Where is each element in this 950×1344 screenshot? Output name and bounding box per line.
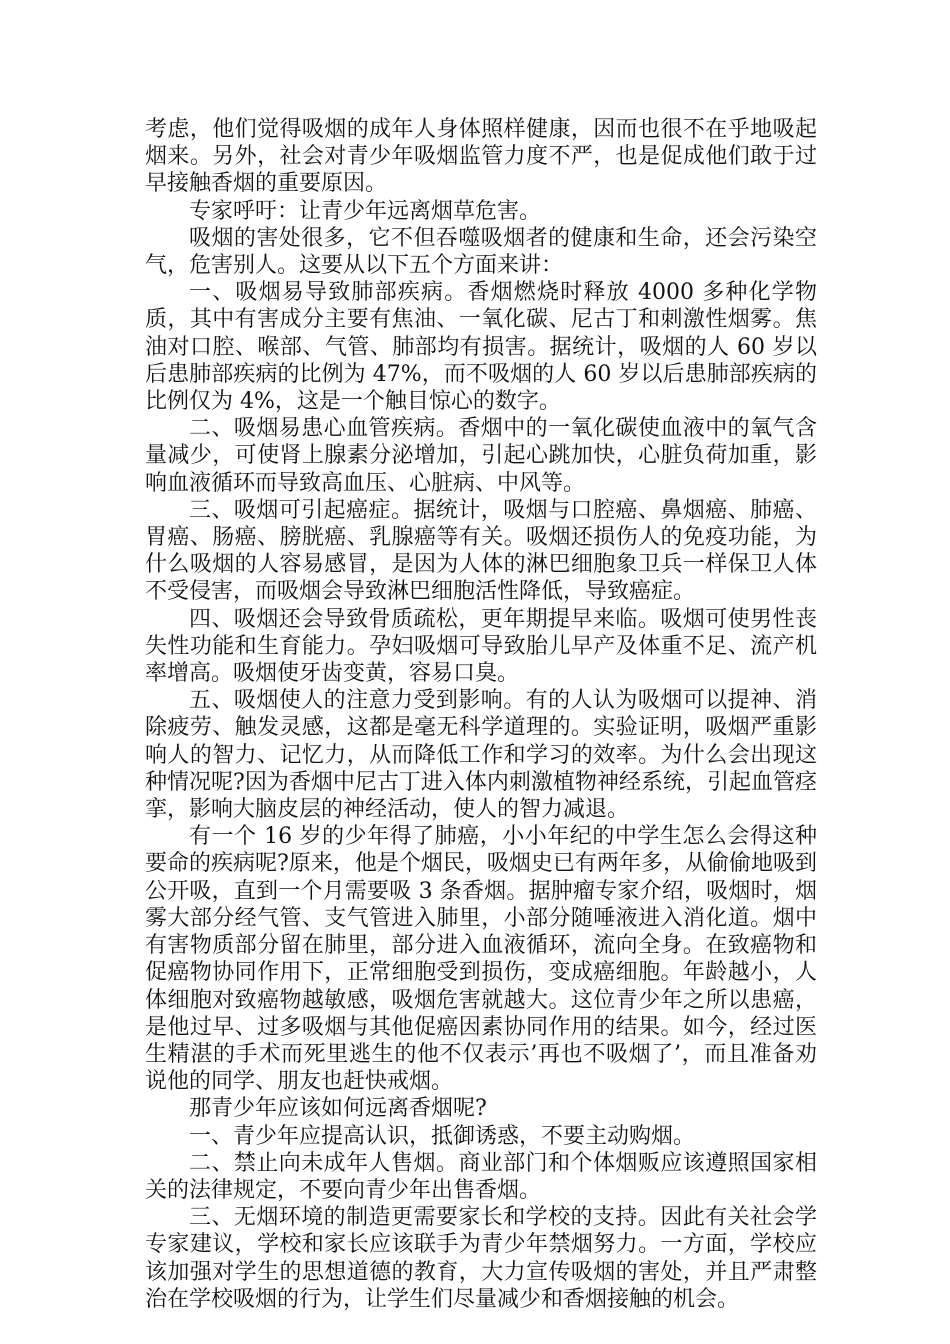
- paragraph-measure-sales-ban: 二、禁止向未成年人售烟。商业部门和个体烟贩应该遵照国家相关的法律规定，不要向青少年出售香烟。: [145, 1150, 817, 1203]
- paragraph-harm-attention: 五、吸烟使人的注意力受到影响。有的人认为吸烟可以提神、消除疲劳、触发灵感，这都是毫无科学道理的。实验证明，吸烟严重影响人的智力、记忆力，从而降低工作和学习的效率。为什么会出现这种情况呢?因为香烟中尼古丁进入体内刺激植物神经系统，引起血管痉挛，影响大脑皮层的神经活动，使人的智力减退。: [145, 688, 817, 823]
- paragraph-harms-intro: 吸烟的害处很多，它不但吞噬吸烟者的健康和生命，还会污染空气，危害别人。这要从以下五个方面来讲：: [145, 225, 817, 279]
- paragraph-expert-appeal: 专家呼吁：让青少年远离烟草危害。: [189, 198, 542, 224]
- paragraph-how-question: 那青少年应该如何远离香烟呢?: [189, 1096, 487, 1122]
- document-body: [145, 116, 817, 1313]
- paragraph-harm-lung: 一、吸烟易导致肺部疾病。香烟燃烧时释放 4000 多种化学物质，其中有害成分主要有焦油、一氧化碳、尼古丁和刺激性烟雾。焦油对口腔、喉部、气管、肺部均有损害。据统计，吸烟的人 60 岁以后患肺部疾病的比例为 47%，而不吸烟的人 60 岁以后患肺部疾病的比例仅为 4%，这是一个触目惊心的数字。: [145, 280, 817, 415]
- paragraph-continuation: 考虑，他们觉得吸烟的成年人身体照样健康，因而也很不在乎地吸起烟来。另外，社会对青少年吸烟监管力度不严，也是促成他们敢于过早接触香烟的重要原因。: [145, 117, 817, 197]
- paragraph-measure-awareness: 一、青少年应提高认识，抵御诱惑，不要主动购烟。: [189, 1123, 696, 1149]
- paragraph-case-story: 有一个 16 岁的少年得了肺癌，小小年纪的中学生怎么会得这种要命的疾病呢?原来，他是个烟民，吸烟史已有两年多，从偷偷地吸到公开吸，直到一个月需要吸 3 条香烟。据肿瘤专家介绍，吸烟时，烟雾大部分经气管、支气管进入肺里，小部分随唾液进入消化道。烟中有害物质部分留在肺里，部分进入血液循环，流向全身。在致癌物和促癌物协同作用下，正常细胞受到损伤，变成癌细胞。年龄越小，人体细胞对致癌物越敏感，吸烟危害就越大。这位青少年之所以患癌，是他过早、过多吸烟与其他促癌因素协同作用的结果。如今，经过医生精湛的手术而死里逃生的他不仅表示’再也不吸烟了’，而且准备劝说他的同学、朋友也赶快戒烟。: [145, 824, 817, 1095]
- paragraph-harm-cancer: 三、吸烟可引起癌症。据统计，吸烟与口腔癌、鼻烟癌、肺癌、胃癌、肠癌、膀胱癌、乳腺癌等有关。吸烟还损伤人的免疫功能，为什么吸烟的人容易感冒，是因为人体的淋巴细胞象卫兵一样保卫人体不受侵害，而吸烟会导致淋巴细胞活性降低，导致癌症。: [145, 497, 817, 605]
- paragraph-harm-cardiovascular: 二、吸烟易患心血管疾病。香烟中的一氧化碳使血液中的氧气含量减少，可使肾上腺素分泌增加，引起心跳加快，心脏负荷加重，影响血液循环而导致高血压、心脏病、中风等。: [145, 416, 817, 496]
- paragraph-harm-bone: 四、吸烟还会导致骨质疏松，更年期提早来临。吸烟可使男性丧失性功能和生育能力。孕妇吸烟可导致胎儿早产及体重不足、流产机率增高。吸烟使牙齿变黄，容易口臭。: [145, 606, 817, 687]
- paragraph-measure-environment: 三、无烟环境的制造更需要家长和学校的支持。因此有关社会学专家建议，学校和家长应该联手为青少年禁烟努力。一方面，学校应该加强对学生的思想道德的教育，大力宣传吸烟的害处，并且严肃整治在学校吸烟的行为，让学生们尽量减少和香烟接触的机会。: [145, 1205, 817, 1312]
